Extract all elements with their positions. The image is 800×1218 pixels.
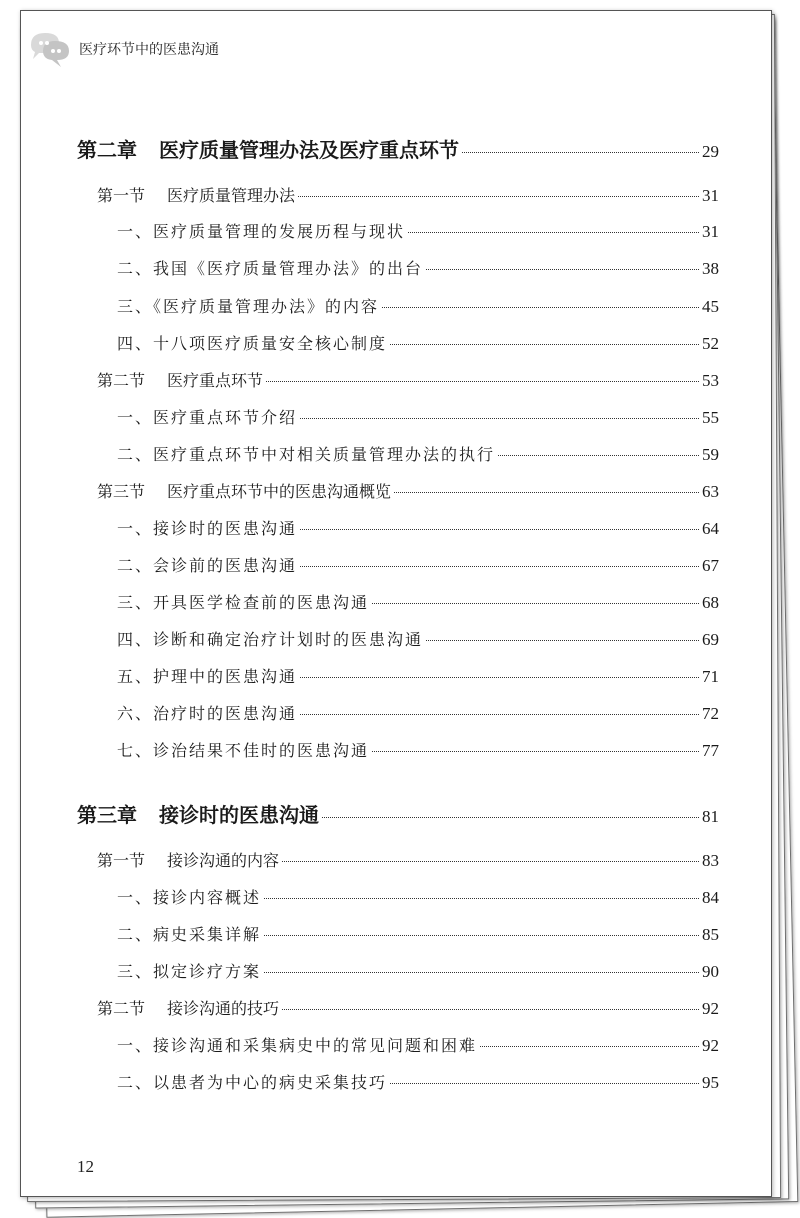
toc-section-entry[interactable] (97, 996, 719, 1019)
toc-entry-title: 一、接诊时的医患沟通 (117, 519, 298, 538)
toc-entry-title: 一、医疗重点环节介绍 (117, 408, 298, 427)
toc-item-entry[interactable] (117, 664, 719, 687)
toc-page-number: 55 (702, 408, 719, 427)
toc-entry-title (97, 848, 279, 871)
toc-item-entry[interactable] (117, 405, 719, 428)
toc-page-number: 81 (702, 807, 719, 826)
dot-leader (390, 1083, 699, 1084)
dot-leader (282, 861, 699, 862)
dot-leader (300, 418, 699, 419)
toc-entry-title (77, 134, 459, 163)
toc-page-number: 52 (702, 334, 719, 353)
toc-entry-number: 第二章 (77, 138, 137, 162)
dot-leader (480, 1046, 699, 1047)
toc-page-number: 84 (702, 888, 719, 907)
toc-entry-title: 四、十八项医疗质量安全核心制度 (117, 334, 388, 353)
toc-entry-label: 医疗质量管理办法及医疗重点环节 (159, 138, 459, 162)
toc-entry-title (97, 479, 391, 502)
toc-page-number: 63 (702, 482, 719, 501)
dot-leader (408, 232, 699, 233)
dot-leader (462, 152, 699, 153)
toc-entry-title: 四、诊断和确定治疗计划时的医患沟通 (117, 630, 424, 649)
dot-leader (300, 677, 699, 678)
toc-page-number: 53 (702, 371, 719, 390)
toc-entry-label: 接诊沟通的技巧 (167, 999, 280, 1018)
dot-leader (264, 935, 699, 936)
toc-item-entry[interactable] (117, 738, 719, 761)
dot-leader (266, 381, 699, 382)
toc-item-entry[interactable] (117, 627, 719, 650)
toc-entry-title: 五、护理中的医患沟通 (117, 667, 298, 686)
toc-entry-label: 医疗重点环节 (167, 371, 264, 390)
toc-page-number: 67 (702, 556, 719, 575)
toc-entry-number: 第一节 (97, 186, 146, 205)
toc-page-number: 68 (702, 593, 719, 612)
toc-entry-label: 接诊沟通的内容 (167, 851, 280, 870)
toc-page-number: 59 (702, 445, 719, 464)
toc-section-entry[interactable] (97, 368, 719, 391)
toc-page-number: 72 (702, 704, 719, 723)
toc-item-entry[interactable] (117, 922, 719, 945)
toc-item-entry[interactable] (117, 590, 719, 613)
toc-page-number: 69 (702, 630, 719, 649)
dot-leader (300, 529, 699, 530)
toc-page-number: 71 (702, 667, 719, 686)
toc-entry-title (97, 183, 295, 206)
toc-item-entry[interactable] (117, 294, 719, 317)
toc-entry-title: 一、接诊内容概述 (117, 888, 262, 907)
toc-entry-title: 二、我国《医疗质量管理办法》的出台 (117, 259, 424, 278)
dot-leader (298, 196, 699, 197)
toc-item-entry[interactable] (117, 219, 719, 242)
dot-leader (372, 603, 699, 604)
dot-leader (322, 817, 699, 818)
toc-entry-title: 七、诊治结果不佳时的医患沟通 (117, 741, 370, 760)
toc-page-number: 29 (702, 142, 719, 161)
dot-leader (300, 714, 699, 715)
toc-page-number: 83 (702, 851, 719, 870)
toc-page-number: 95 (702, 1073, 719, 1092)
toc-item-entry[interactable] (117, 1033, 719, 1056)
toc-item-entry[interactable] (117, 959, 719, 982)
dot-leader (372, 751, 699, 752)
toc-page-number: 45 (702, 297, 719, 316)
dot-leader (282, 1009, 699, 1010)
dot-leader (498, 455, 699, 456)
toc-item-entry[interactable] (117, 553, 719, 576)
toc-entry-number: 第三章 (77, 803, 137, 827)
toc-page-number: 92 (702, 999, 719, 1018)
toc-section-entry[interactable] (97, 848, 719, 871)
toc-page-number: 64 (702, 519, 719, 538)
book-page (20, 10, 772, 1197)
toc-entry-title: 二、病史采集详解 (117, 925, 262, 944)
toc-item-entry[interactable] (117, 1070, 719, 1093)
toc-entry-title: 三、《医疗质量管理办法》的内容 (117, 297, 380, 316)
dot-leader (300, 566, 699, 567)
toc-item-entry[interactable] (117, 442, 719, 465)
toc-page-number: 90 (702, 962, 719, 981)
speech-bubbles-icon (27, 27, 75, 73)
toc-section-entry[interactable] (97, 479, 719, 502)
dot-leader (394, 492, 699, 493)
toc-item-entry[interactable] (117, 885, 719, 908)
toc-chapter-entry[interactable] (77, 134, 719, 163)
toc-page-number: 31 (702, 186, 719, 205)
toc-entry-label: 医疗重点环节中的医患沟通概览 (167, 482, 392, 501)
toc-page-number: 38 (702, 259, 719, 278)
toc-item-entry[interactable] (117, 701, 719, 724)
toc-page-number: 31 (702, 222, 719, 241)
toc-entry-label: 接诊时的医患沟通 (159, 803, 319, 827)
toc-entry-title: 三、开具医学检查前的医患沟通 (117, 593, 370, 612)
toc-item-entry[interactable] (117, 256, 719, 279)
toc-item-entry[interactable] (117, 516, 719, 539)
toc-entry-number: 第二节 (97, 371, 146, 390)
toc-entry-title: 一、接诊沟通和采集病史中的常见问题和困难 (117, 1036, 478, 1055)
toc-page-number: 92 (702, 1036, 719, 1055)
toc-item-entry[interactable] (117, 331, 719, 354)
toc-entry-title (77, 799, 319, 828)
dot-leader (426, 640, 699, 641)
toc-section-entry[interactable] (97, 183, 719, 206)
dot-leader (382, 307, 699, 308)
toc-entry-title: 二、医疗重点环节中对相关质量管理办法的执行 (117, 445, 496, 464)
page-number: 12 (77, 1157, 94, 1176)
toc-entry-number: 第二节 (97, 999, 146, 1018)
toc-page-number: 85 (702, 925, 719, 944)
toc-entry-title: 二、以患者为中心的病史采集技巧 (117, 1073, 388, 1092)
toc-chapter-entry[interactable] (77, 799, 719, 828)
dot-leader (264, 972, 699, 973)
dot-leader (426, 269, 699, 270)
toc-page-number: 77 (702, 741, 719, 760)
dot-leader (390, 344, 699, 345)
toc-entry-number: 第三节 (97, 482, 146, 501)
running-header: 医疗环节中的医患沟通 (79, 42, 219, 58)
toc-entry-title (97, 368, 263, 391)
toc-entry-title: 一、医疗质量管理的发展历程与现状 (117, 222, 406, 241)
toc-entry-label: 医疗质量管理办法 (167, 186, 296, 205)
toc-entry-title: 三、拟定诊疗方案 (117, 962, 262, 981)
toc-entry-title: 二、会诊前的医患沟通 (117, 556, 298, 575)
toc-entry-number: 第一节 (97, 851, 146, 870)
toc-entry-title (97, 996, 279, 1019)
toc-entry-title: 六、治疗时的医患沟通 (117, 704, 298, 723)
dot-leader (264, 898, 699, 899)
